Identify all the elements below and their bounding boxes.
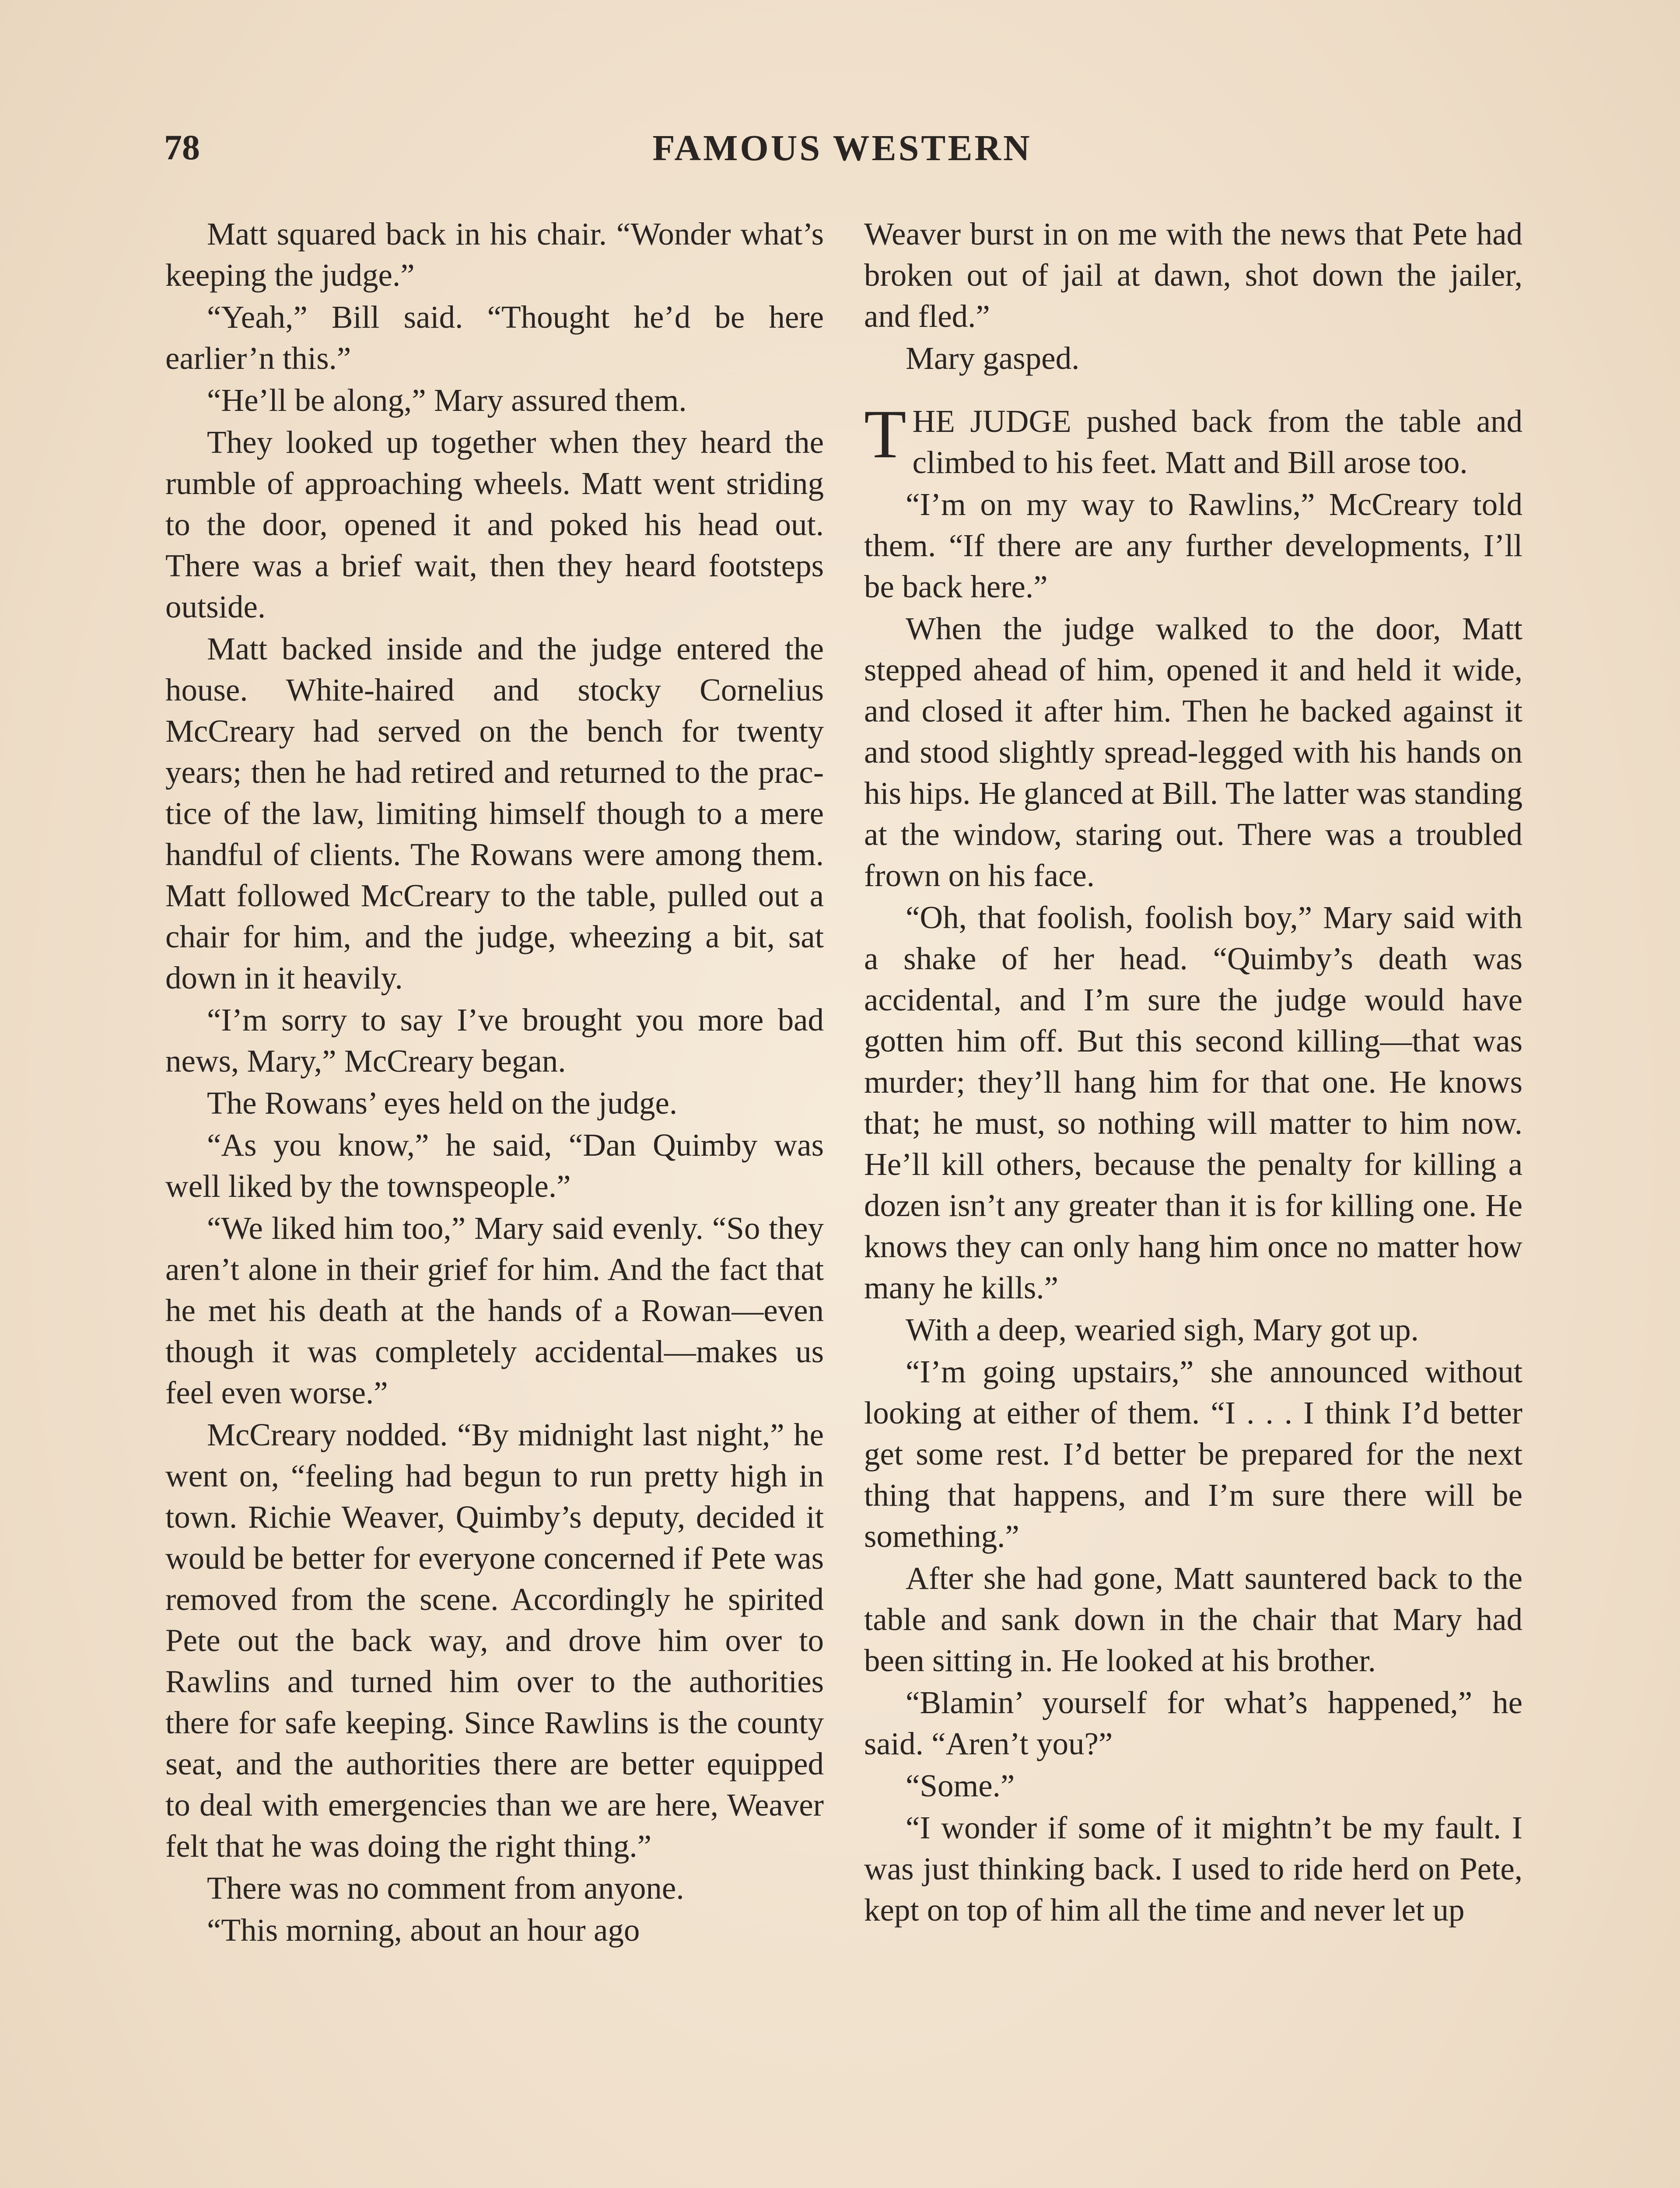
left-column [165, 214, 824, 1952]
page-header [164, 127, 1520, 184]
paragraph: “Oh, that foolish, foolish boy,” Mary said with a shake of her head. “Quimby’s death was accidental, and I’m sure the judge would have gotten him off. But this second killing—that was murder; they’ll hang him for that one. He knows that; he must, so nothing will matter to him now. He’ll kill others, because the penalty for killing a dozen isn’t any greater than it is for killing one. He knows they can only hang him once no matter how many he kills.” [864, 900, 1522, 1305]
paragraph: McCreary nodded. “By midnight last night,” he went on, “feeling had begun to run pretty high in town. Richie Weaver, Quimby’s deputy, decided it would be better for everyone concerned if Pete was removed from the scene. Accordingly he spirited Pete out the back way, and drove him over to Rawlins and turned him over to the authorities there for safe keeping. Since Rawlins is the county seat, and the authorities there are better equipped to deal with emergencies than we are here, Weaver felt that he was doing the right thing.” [165, 1417, 824, 1864]
paragraph: “Blamin’ yourself for what’s happened,” he said. “Aren’t you?” [864, 1685, 1522, 1761]
page-number: 78 [164, 127, 200, 167]
paragraph: “As you know,” he said, “Dan Quimby was well liked by the townspeople.” [165, 1127, 824, 1204]
paragraph: “This morning, about an hour ago [207, 1912, 640, 1948]
paragraph: “He’ll be along,” Mary assured them. [207, 382, 687, 418]
paragraph: “Some.” [906, 1768, 1015, 1803]
paragraph: “We liked him too,” Mary said evenly. “So they aren’t alone in their grief for him. And the fact that he met his death at the hands of a Rowan—even though it was completely accidental—makes us feel even worse.” [165, 1210, 824, 1410]
paragraph: With a deep, wearied sigh, Mary got up. [906, 1312, 1419, 1347]
continued-paragraph: Weaver burst in on me with the news that Pete had broken out of jail at dawn, shot down the jailer, and fled.” [864, 216, 1522, 334]
right-column [864, 214, 1522, 1932]
paragraph: Matt squared back in his chair. “Wonder what’s keeping the judge.” [165, 216, 824, 293]
paragraph: When the judge walked to the door, Matt stepped ahead of him, opened it and held it wide, and closed it after him. Then he backed against it and stood slightly spread-legged with his hands on his hips. He glanced at Bill. The latter was standing at the window, staring out. There was a troubled frown on his face. [864, 611, 1522, 893]
paragraph: “I wonder if some of it mightn’t be my fault. I was just thinking back. I used to ride herd on Pete, kept on top of him all the time and never let up [864, 1810, 1522, 1928]
drop-cap: T [864, 396, 906, 473]
paragraph: “I’m going upstairs,” she announced without looking at either of them. “I . . . I think I’d better get some rest. I’d better be prepared for the next thing that happens, and I’m sure there will be something.” [864, 1354, 1522, 1554]
paragraph: Matt backed inside and the judge entered the house. White-haired and stocky Cornelius McCreary had served on the bench for twenty years; then he had retired and returned to the practice of the law, limiting himself though to a mere handful of clients. The Rowans were among them. Matt followed McCreary to the table, pulled out a chair for him, and the judge, wheezing a bit, sat down in it heavily. [165, 631, 824, 996]
section-opening-paragraph [864, 396, 1522, 483]
section-opening-text: HE JUDGE pushed back from the table and climbed to his feet. Matt and Bill arose too. [912, 403, 1522, 480]
paragraph: After she had gone, Matt sauntered back to the table and sank down in the chair that Mary had been sitting in. He looked at his brother. [864, 1560, 1522, 1678]
paragraph: “I’m sorry to say I’ve brought you more bad news, Mary,” McCreary began. [165, 1002, 824, 1079]
paragraph: Mary gasped. [906, 340, 1080, 376]
paragraph: The Rowans’ eyes held on the judge. [207, 1085, 678, 1121]
magazine-title: FAMOUS WESTERN [652, 128, 1032, 168]
paragraph: “I’m on my way to Rawlins,” McCreary told them. “If there are any further developments, I’ll be back here.” [864, 487, 1522, 604]
paragraph: “Yeah,” Bill said. “Thought he’d be here earlier’n this.” [165, 299, 824, 376]
paragraph: They looked up together when they heard the rumble of approaching wheels. Matt went striding to the door, opened it and poked his head out. There was a brief wait, then they heard footsteps outside. [165, 424, 824, 624]
paragraph: There was no comment from anyone. [207, 1870, 684, 1906]
